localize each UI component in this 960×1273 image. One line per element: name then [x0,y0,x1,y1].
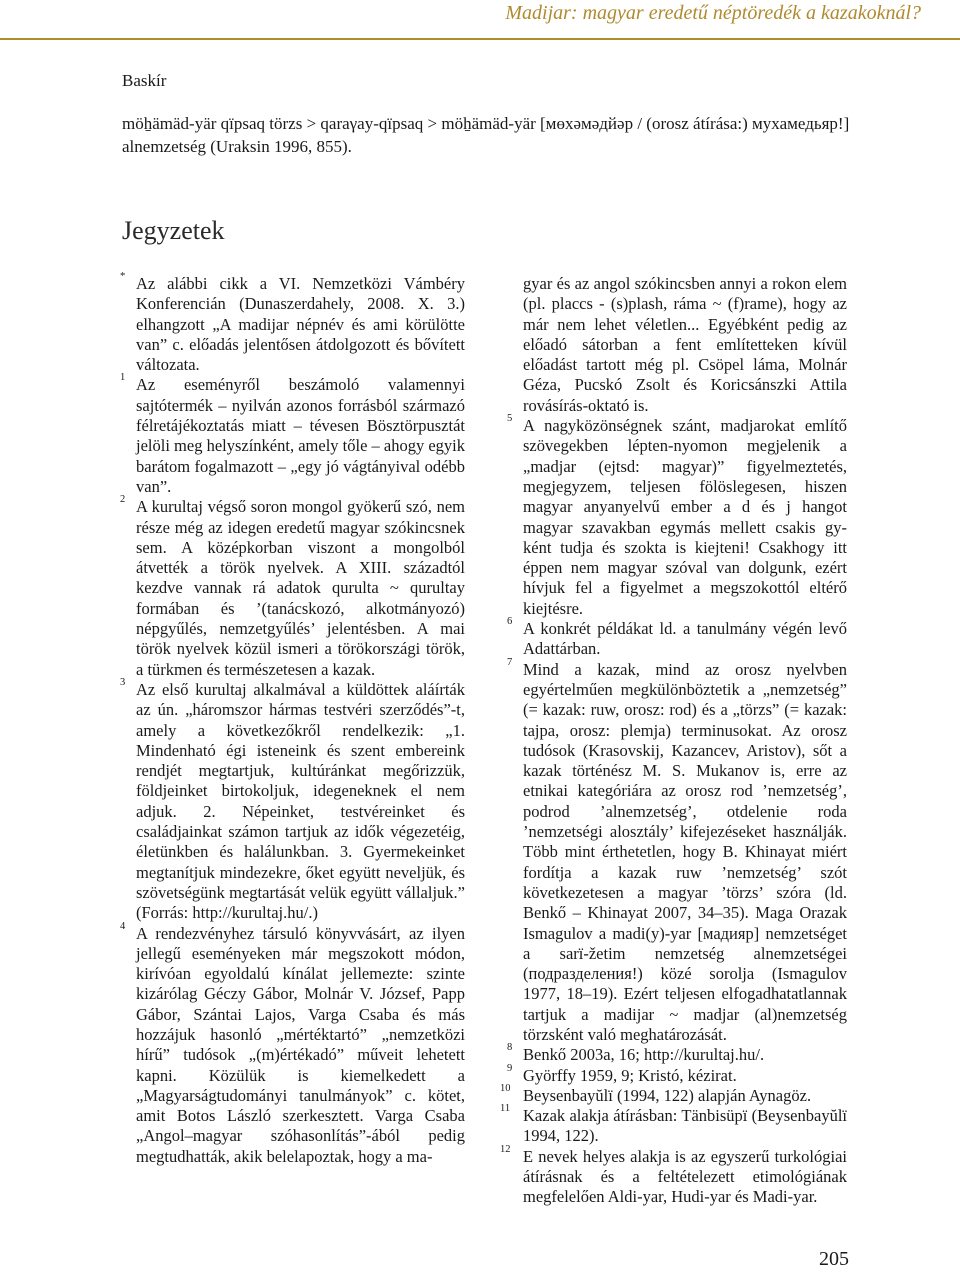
footnote [507,616,847,660]
footnote [500,1082,847,1106]
footnote-marker: * [120,271,126,282]
footnote-text: A kurultaj végső soron mongol gyökerű szó, nem része még az idegen eredetű magyar szókincsnek sem. A középkorban viszont a mongolból átvették a török nyelvek. A XIII. századtól kezdve vannak rá adatok qurulta ~ qurultay formában és ’(tanácskozó, alkotmányozó) népgyűlés, nemzetgyűlés’ jelentésben. A mai török nyelvek közül ismeri a törökországi török, a türkmen és természetesen a kazak. [136,497,465,679]
footnote [507,1062,847,1086]
running-header-title: Madijar: magyar eredetű néptöredék a kazakoknál? [505,2,921,24]
footnote-marker: 12 [500,1143,511,1155]
footnote-continuation [509,274,847,416]
footnote-marker: 5 [507,413,513,425]
footnote-marker: 1 [120,372,126,384]
footnote-text: Benkő 2003a, 16; http://kurultaj.hu/. [523,1045,765,1065]
footnote-text: A rendezvényhez társuló könyvvásárt, az ilyen jellegű eseményeken már megszokott módon, kirívóan egyoldalú kínálat jellemezte: szinte kizárólag Géczy Gábor, Molnár V. József, Papp Gábor, Szántai Lajos, Varga Csaba és más hozzájuk hasonló „mértéktartó” „nemzetközi hírű” tudósok „(m)értékadó” műveit lehetett kapni. Közülük is kiemelkedett a „Magyarságtudományi tanulmányok” c. kötet, amit Botos László szerkesztett. Varga Csaba „Angol–magyar szóhasonlítás”-ából pedig megtudhatták, akik belelapoztak, hogy a ma- [136,923,465,1166]
notes-right-column [500,274,847,1208]
footnote-text: gyar és az angol szókincsben annyi a rokon elem (pl. placcs - (s)plash, ráma ~ (f)rame), hogy az már nem lehet véletlen... Egyébként pedig az előadó sátorban a fent említetteken kívül előadást tartott még pl. Csöpel láma, Molnár Géza, Pucskó Zsolt és Koricsánszki Attila rovásírás-oktató is. [523,274,847,415]
footnote [507,1042,847,1065]
footnote-text: Az alábbi cikk a VI. Nemzetközi Vámbéry Konferencián (Dunaszerdahely, 2008. X. 3.) elhangzott „A madijar népnév és ami körülötte van” c. előadás jelentősen átdolgozott és bővített változata. [136,274,465,375]
footnote [120,920,465,1168]
footnote-text: Az első kurultaj alkalmával a küldöttek aláírták az ún. „háromszor hármas testvéri szerződés”-t, amely a következőkről rendelkezik: „1. Mindenható égi isteneink és szent embereink rendjét megtartjuk, kultúránkat megőrizzük, földjeinket birtokoljuk, idegeneknek el nem adjuk. 2. Népeinket, testvéreinket és családjainkat számon tartjuk az idők végezetéig, életünkben és halálunkban. 3. Gyermekeinket megtanítjuk mindezekre, őket együtt neveljük, és szövetségünk megtartását velük együtt vállaljuk.” (Forrás: http://kurultaj.hu/.) [136,679,465,923]
footnote-marker: 3 [120,676,126,688]
footnote [120,676,465,924]
header-rule [0,38,960,40]
footnote-marker: 7 [507,656,513,668]
footnote [507,413,847,619]
footnote-text: Györffy 1959, 9; Kristó, kézirat. [523,1065,737,1085]
page-number: 205 [819,1248,849,1270]
footnote [507,656,847,1046]
footnote-text: Az eseményről beszámoló valamennyi sajtótermék – nyilván azonos forrásból származó félretájékoztatás miatt – tévesen Bösztörpusztát jelöli meg helyszínként, amely tőle – ahogy egyik barátom fogalmazott – „egy jó vágtányival odébb van”. [136,375,466,496]
section-line: möẖämäd-yär qïpsaq törzs > qaraγay-qïpsaq > möẖämäd-yär [мөхәмәдйәр / (orosz átírása:) мухамедьяр!] alnemzetség (Uraksin 1996, 855). [122,114,850,156]
footnote-text: A konkrét példákat ld. a tanulmány végén levő Adattárban. [523,619,847,659]
footnote-marker: 10 [500,1082,511,1094]
footnote-text: Kazak alakja átírásban: Tänbisüpï (Beysenbayŭlï 1994, 122). [523,1106,847,1146]
footnote [120,372,466,497]
notes-left-column [120,271,466,1167]
footnote [120,271,465,375]
footnote-text: Mind a kazak, mind az orosz nyelvben egyértelműen megkülönböztetik a „nemzetség” (= kazak: ruw, orosz: rod) és a „törzs” (= kazak: tajpa, orosz: plemja) terminusokat. Az orosz tudósok (Krasovskij, Kazancev, Aristov), sőt a kazak történész M. S. Mukanov is, erre az etnikai kategóriára az orosz rod ’nemzetség’, podrod ’alnemzetség’, otdelenie roda ’nemzetségi alosztály’ kifejezéseket használják. Több mint érthetetlen, hogy B. Khinayat miért fordítja a kazak ruw ’nemzetség’ szót következetesen a magyar ’törzs’ szóra (ld. Benkő – Khinayat 2007, 34–35). Maga Orazak Ismagulov a madi(y)-yar [мадияр] nemzetséget a sarï-žetim nemzetség alnemzetségei (подразделения!) közé sorolja (Ismagulov 1977, 18–19). Ezért teljesen elfogadhatatlannak tartjuk a madijar ~ madjar (al)nemzetség törzsként való meghatározását. [523,659,847,1044]
footnote-marker: 6 [507,616,513,628]
footnote [500,1103,847,1147]
footnote-marker: 9 [507,1062,513,1074]
footnote-marker: 8 [507,1042,513,1054]
footnote-marker: 11 [500,1103,511,1115]
footnote-marker: 4 [120,920,126,932]
footnote-text: Beysenbayŭlï (1994, 122) alapján Aynagöz. [523,1085,812,1105]
notes-heading: Jegyzetek [122,216,225,245]
section-title: Baskír [122,71,167,90]
footnote-text: E nevek helyes alakja is az egyszerű turkológiai átírásnak és a feltételezett etimológiának megfelelően Aldi-yar, Hudi-yar és Madi-yar. [523,1146,847,1207]
footnote [120,494,465,680]
footnote [500,1143,847,1208]
footnote-text: A nagyközönségnek szánt, madjarokat említő szövegekben lépten-nyomon megjelenik a „madjar (ejtsd: magyar)” figyelmeztetés, megjegyzem, teljesen fölöslegesen, hiszen magyar anyanyelvű ember a d és j hangot magyar szavakban egymás mellett csakis gy-ként tudja és szokta is kiejteni! Csakhogy itt éppen nem magyar szóval van dolgunk, ezért hívjuk fel a figyelmet a megszokottól eltérő kiejtésre. [523,416,847,618]
footnote-marker: 2 [120,494,126,506]
